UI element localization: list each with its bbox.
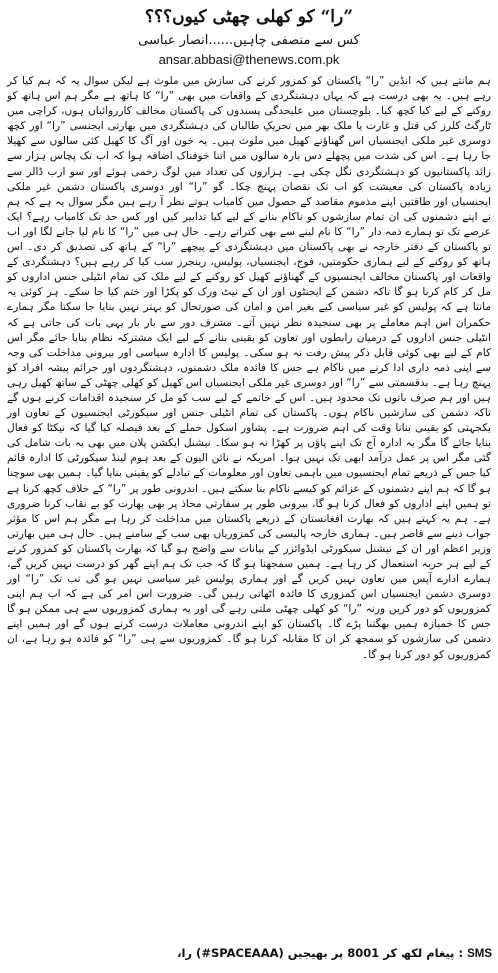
sms-text: : پیغام لکھ کر 8001 پر بھیجیں (SPACEAAA#) را،	[177, 946, 464, 960]
article-paragraph: ہم مانتے ہیں کہ انڈین ”را“ پاکستان کو کمزور کرنے کی سازش میں ملوث ہے لیکن سوال یہ کہ ہم کیا کر رہے ہیں۔ یہ بھی درست ہے کہ یہاں دہشتگردی کے واقعات میں بھی ”را“ کا ہاتھ ہے مگر ہم اس ہاتھ کو روکنے کے لیے کیا کچھ کیا۔ بلوچستان میں علیحدگی پسندوں کی پاکستان مخالف کارروائیاں ہوں، کراچی میں ٹارگٹ کلرز کی قتل و غارت یا ملک بھر میں تحریکِ طالبان کی دہشتگردی میں بھارتی ایجنسی ”را“ اور کچھ دوسری غیر ملکی ایجنسیاں اس گھناؤنے کھیل میں ملوث ہیں۔ یہ خون اور آگ کا کھیل کئی سالوں سے کھیلا جا رہا ہے۔ اس کی شدت میں پچھلے دس بارہ سالوں میں اتنا خوفناک اضافہ ہوا کہ اب تک پچاس ہزار سے زائد پاکستانیوں کو دہشتگردی نگل چکی ہے۔ ہزاروں کی تعداد میں لوگ زخمی ہوئے اور سو ارب ڈالر سے زیادہ پاکستان کی معیشت کو اب تک نقصان پہنچ چکا۔ گو ”را“ اور دوسری پاکستان دشمن غیر ملکی ایجنسیاں اور طاقتیں اپنے مذموم مقاصد کے حصول میں کامیاب ہوتے نظر آ رہے ہیں مگر سوال یہ ہے کہ ہم نے اپنے دشمنوں کی ان تمام سازشوں کو ناکام بنانے کے لیے کیا تدابیر کیں اور کس حد تک کامیاب رہے؟ ایک عرصے تک تو ہمارے ذمہ دار ”را“ کا نام لینے سے بھی کتراتے رہے۔ حال ہی میں ”را“ کا نام لیا جانے لگا اور اب تو پاکستان کے دفتر خارجہ نے بھی پاکستان میں دہشتگردی کے پیچھے ”را“ کے ہاتھ کی تصدیق کر دی۔ اس ہاتھ کو روکنے کے لیے ہماری حکومتیں، فوج، ایجنسیاں، پولیس، رینجرز سب کیا کر رہے ہیں؟ دہشتگردی کے واقعات اور پاکستان مخالف ایجنسیوں کے گھناؤنے کھیل کو روکنے کے لیے ملک کی تمام انٹیلی جنس اداروں کو مل کر کام کرنا ہو گا تاکہ دشمن کے ایجنٹوں اور ان کے نیٹ ورک کو پکڑا اور ختم کیا جا سکے۔ ہر کوئی یہ مانتا ہے کہ پولیس کو غیر سیاسی کیے بغیر امن و امان کی صورتحال کو بہتر نہیں بنایا جا سکتا مگر ہمارے حکمران اس اہم معاملے پر بھی سنجیدہ نظر نہیں آتے۔ مشرف دور سے بار بار یہی بات کی جاتی ہے کہ انٹیلی جنس اداروں کے درمیان رابطوں اور تعاون کو یقینی بنانے کے لیے ایک مشترکہ نظام بنایا جائے مگر اس کام کے لیے بھی کوئی قابل ذکر پیش رفت نہ ہو سکی۔ پولیس کا ادارہ سیاسی اور بیرونی مداخلت کی وجہ سے اپنی ذمہ داری ادا کرنے میں ناکام ہے جس کا فائدہ ملک دشمنوں، دہشتگردوں اور جرائم پیشہ افراد کو پہنچ رہا ہے۔ بدقسمتی سے ”را“ اور دوسری غیر ملکی ایجنسیاں اس کھیل کو کھلی چھٹی کے ساتھ کھیل رہی ہیں اور ہم صرف باتوں تک محدود ہیں۔ اس کے خاتمے کے لیے سب کو مل کر سنجیدہ اقدامات کرنے ہوں گے تاکہ دشمن کی سازشیں ناکام ہوں۔ پاکستان کی تمام انٹیلی جنس اور سیکورٹی ایجنسیوں کے تعاون اور یکجہتی کو یقینی بنانا وقت کی اہم ضرورت ہے۔ پشاور اسکول حملے کے بعد فیصلہ کیا گیا کہ نیکٹا کو فعال بنایا جائے گا مگر یہ ادارہ آج تک اپنے پاؤں پر کھڑا نہ ہو سکا۔ نیشنل ایکشن پلان میں بھی یہ بات شامل کی گئی مگر اس پر عمل درآمد ابھی تک نہیں ہوا۔ امریکہ نے نائن الیون کے بعد ہوم لینڈ سیکورٹی کا ادارہ قائم کیا جس کے ذریعے تمام ایجنسیوں میں باہمی تعاون اور معلومات کے تبادلے کو یقینی بنایا گیا۔ ہمیں بھی سوچنا ہو گا کہ ہم اپنے دشمنوں کے عزائم کو کیسے ناکام بنا سکتے ہیں۔ اندرونی طور پر ”را“ کے خلاف کچھ کرنا ہے تو ہمیں اپنے اداروں کو فعال کرنا ہو گا، بیرونی طور پر سفارتی محاذ پر بھی بھارت کو بے نقاب کرنا ضروری ہے۔ ہم یہ کہتے ہیں کہ بھارت افغانستان کے ذریعے پاکستان میں مداخلت کر رہا ہے مگر ہم اس کا مؤثر جواب دینے سے قاصر ہیں۔ ہماری خارجہ پالیسی کی کمزوریاں بھی سب کے سامنے ہیں۔ حال ہی میں بھارتی وزیر اعظم اور ان کے نیشنل سیکورٹی ایڈوائزر کے بیانات سے واضح ہو گیا کہ بھارت پاکستان کو کمزور کرنے کے لیے ہر حربہ استعمال کر رہا ہے۔ ہمیں سمجھنا ہو گا کہ جب تک ہم اپنے گھر کو درست نہیں کریں گے، ہمارے ادارے آپس میں تعاون نہیں کریں گے اور ہماری پولیس غیر سیاسی نہیں ہو گی تب تک ”را“ اور دوسری دشمن ایجنسیاں اس کمزوری کا فائدہ اٹھاتی رہیں گی۔ ضرورت اس امر کی ہے کہ اب ہم اپنی کمزوریوں کو دور کریں ورنہ ”را“ کو کھلی چھٹی ملتی رہے گی اور یہ ہماری کمزوریوں سے ہی ممکن ہو گا جس کا خمیازہ ہمیں بھگتنا پڑے گا۔ پاکستان کو اپنے اندرونی معاملات درست کرنے ہوں گے اور ہمیں اپنے دشمن کی سازشوں کو سمجھ کر ان کا مقابلہ کرنا ہو گا۔ کمزوریوں سے ہی ”را“ کو فائدہ ہو رہا ہے، ان کمزوریوں کو دور کرنا ہو گا۔	[7, 75, 491, 661]
article-title: ”را“ کو کھلی چھٹی کیوں؟؟؟	[145, 7, 353, 27]
sms-label: SMS	[467, 948, 492, 960]
article-body	[0, 74, 498, 663]
author-email[interactable]: ansar.abbasi@thenews.com.pk	[158, 52, 340, 67]
author-line: کس سے منصفی چاہیں......انصار عباسی	[138, 33, 360, 48]
article-page	[0, 6, 498, 973]
sms-footer	[0, 946, 498, 960]
